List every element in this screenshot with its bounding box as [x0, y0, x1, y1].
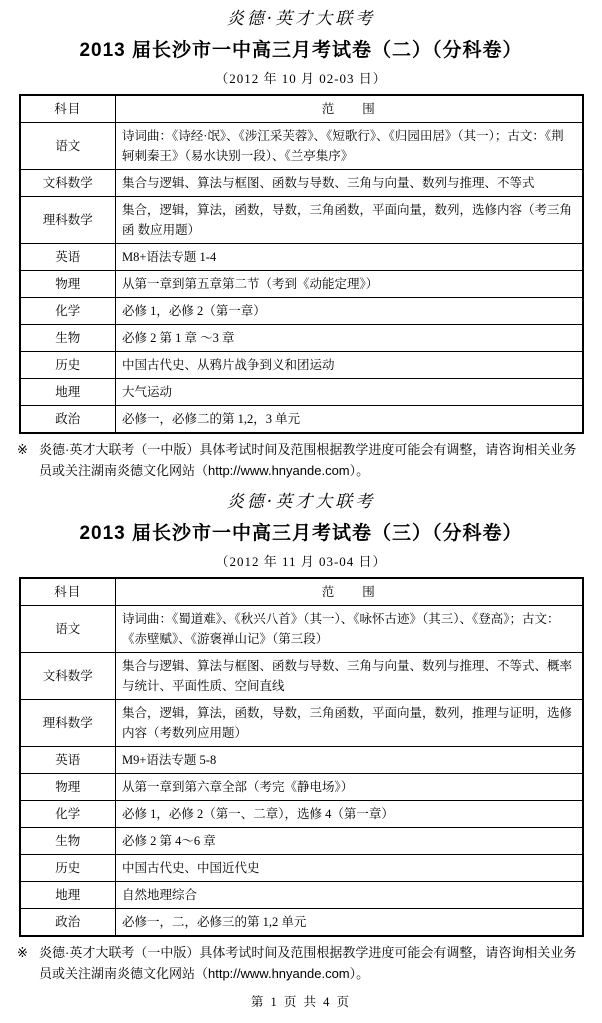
table-row — [20, 855, 583, 882]
table-header-row — [20, 578, 583, 606]
scope-cell: 集合，逻辑，算法，函数，导数，三角函数，平面向量，数列，选修内容（考三角函 数应用题） — [116, 197, 583, 244]
note-text: 炎德·英才大联考（一中版）具体考试时间及范围根据教学进度可能会有调整，请咨询相关业务员或关注湖南炎德文化网站（http://www.hnyande.com）。 — [39, 442, 577, 478]
exam-date: （2012 年 10 月 02-03 日） — [215, 71, 387, 86]
exam-title: 2013 届长沙市一中高三月考试卷（二）（分科卷） — [79, 40, 523, 61]
table-row — [20, 882, 583, 909]
exam-section-2 — [0, 8, 602, 481]
scope-cell: 集合与逻辑、算法与框图、函数与导数、三角与向量、数列与推理、不等式 — [116, 170, 583, 197]
table-row — [20, 352, 583, 379]
table-row — [20, 244, 583, 271]
subject-cell: 文科数学 — [20, 653, 116, 700]
scope-cell: 中国古代史、中国近代史 — [116, 855, 583, 882]
table-row — [20, 774, 583, 801]
subject-cell: 历史 — [20, 855, 116, 882]
brand-header: 炎德·英才大联考 — [226, 492, 376, 512]
scope-cell: 必修 1，必修 2（第一章） — [116, 298, 583, 325]
note-text: 炎德·英才大联考（一中版）具体考试时间及范围根据教学进度可能会有调整，请咨询相关业务员或关注湖南炎德文化网站（http://www.hnyande.com）。 — [39, 945, 577, 981]
reference-mark-icon: ※ — [17, 945, 28, 960]
subject-cell: 生物 — [20, 828, 116, 855]
subject-cell: 历史 — [20, 352, 116, 379]
subject-cell: 化学 — [20, 801, 116, 828]
exam-scope-table — [19, 577, 584, 937]
subject-cell: 物理 — [20, 774, 116, 801]
subject-column-header: 科目 — [20, 95, 116, 123]
scope-cell: 集合与逻辑、算法与框图、函数与导数、三角与向量、数列与推理、不等式、概率与统计、平面性质、空间直线 — [116, 653, 583, 700]
scope-cell: 必修一，必修二的第 1,2，3 单元 — [116, 406, 583, 434]
subject-cell: 政治 — [20, 909, 116, 937]
adjustment-note — [17, 439, 585, 481]
scope-cell: 中国古代史、从鸦片战争到义和团运动 — [116, 352, 583, 379]
scope-cell: 从第一章到第六章全部（考完《静电场》） — [116, 774, 583, 801]
exam-title: 2013 届长沙市一中高三月考试卷（三）（分科卷） — [79, 523, 523, 544]
table-row — [20, 406, 583, 434]
subject-cell: 地理 — [20, 379, 116, 406]
brand-header: 炎德·英才大联考 — [226, 9, 376, 29]
exam-date: （2012 年 11 月 03-04 日） — [215, 554, 387, 569]
subject-cell: 语文 — [20, 606, 116, 653]
subject-cell: 物理 — [20, 271, 116, 298]
subject-cell: 理科数学 — [20, 197, 116, 244]
scope-cell: 必修一，二，必修三的第 1,2 单元 — [116, 909, 583, 937]
scope-cell: 集合，逻辑，算法，函数，导数，三角函数，平面向量，数列，推理与证明，选修内容（考数列应用题） — [116, 700, 583, 747]
scope-cell: 大气运动 — [116, 379, 583, 406]
table-row — [20, 379, 583, 406]
subject-column-header: 科目 — [20, 578, 116, 606]
adjustment-note — [17, 942, 585, 984]
exam-scope-table — [19, 94, 584, 434]
table-row — [20, 700, 583, 747]
scope-column-header: 范 围 — [116, 95, 583, 123]
subject-cell: 文科数学 — [20, 170, 116, 197]
subject-cell: 理科数学 — [20, 700, 116, 747]
scope-column-header: 范 围 — [116, 578, 583, 606]
table-row — [20, 325, 583, 352]
subject-cell: 英语 — [20, 244, 116, 271]
table-row — [20, 298, 583, 325]
table-row — [20, 170, 583, 197]
table-row — [20, 606, 583, 653]
table-row — [20, 909, 583, 937]
table-header-row — [20, 95, 583, 123]
scope-cell: M9+语法专题 5-8 — [116, 747, 583, 774]
table-row — [20, 828, 583, 855]
table-row — [20, 653, 583, 700]
table-row — [20, 271, 583, 298]
subject-cell: 英语 — [20, 747, 116, 774]
scope-cell: 诗词曲：《蜀道难》、《秋兴八首》（其一）、《咏怀古迹》（其三）、《登高》；古文：《赤壁赋》、《游褒禅山记》（第三段） — [116, 606, 583, 653]
subject-cell: 生物 — [20, 325, 116, 352]
table-row — [20, 747, 583, 774]
scope-cell: M8+语法专题 1-4 — [116, 244, 583, 271]
scope-cell: 从第一章到第五章第二节（考到《动能定理》） — [116, 271, 583, 298]
scope-cell: 诗词曲：《诗经·氓》、《涉江采芙蓉》、《短歌行》、《归园田居》（其一）；古文：《荆轲刺秦王》（易水诀别一段）、《兰亭集序》 — [116, 123, 583, 170]
subject-cell: 语文 — [20, 123, 116, 170]
scope-cell: 必修 2 第 1 章 ～3 章 — [116, 325, 583, 352]
subject-cell: 地理 — [20, 882, 116, 909]
subject-cell: 政治 — [20, 406, 116, 434]
reference-mark-icon: ※ — [17, 442, 28, 457]
page-number-footer: 第 1 页 共 4 页 — [250, 995, 352, 1009]
subject-cell: 化学 — [20, 298, 116, 325]
scope-cell: 自然地理综合 — [116, 882, 583, 909]
exam-section-3 — [0, 491, 602, 984]
table-row — [20, 123, 583, 170]
scope-cell: 必修 2 第 4～6 章 — [116, 828, 583, 855]
scope-cell: 必修 1，必修 2（第一、二章），选修 4（第一章） — [116, 801, 583, 828]
table-row — [20, 197, 583, 244]
table-row — [20, 801, 583, 828]
